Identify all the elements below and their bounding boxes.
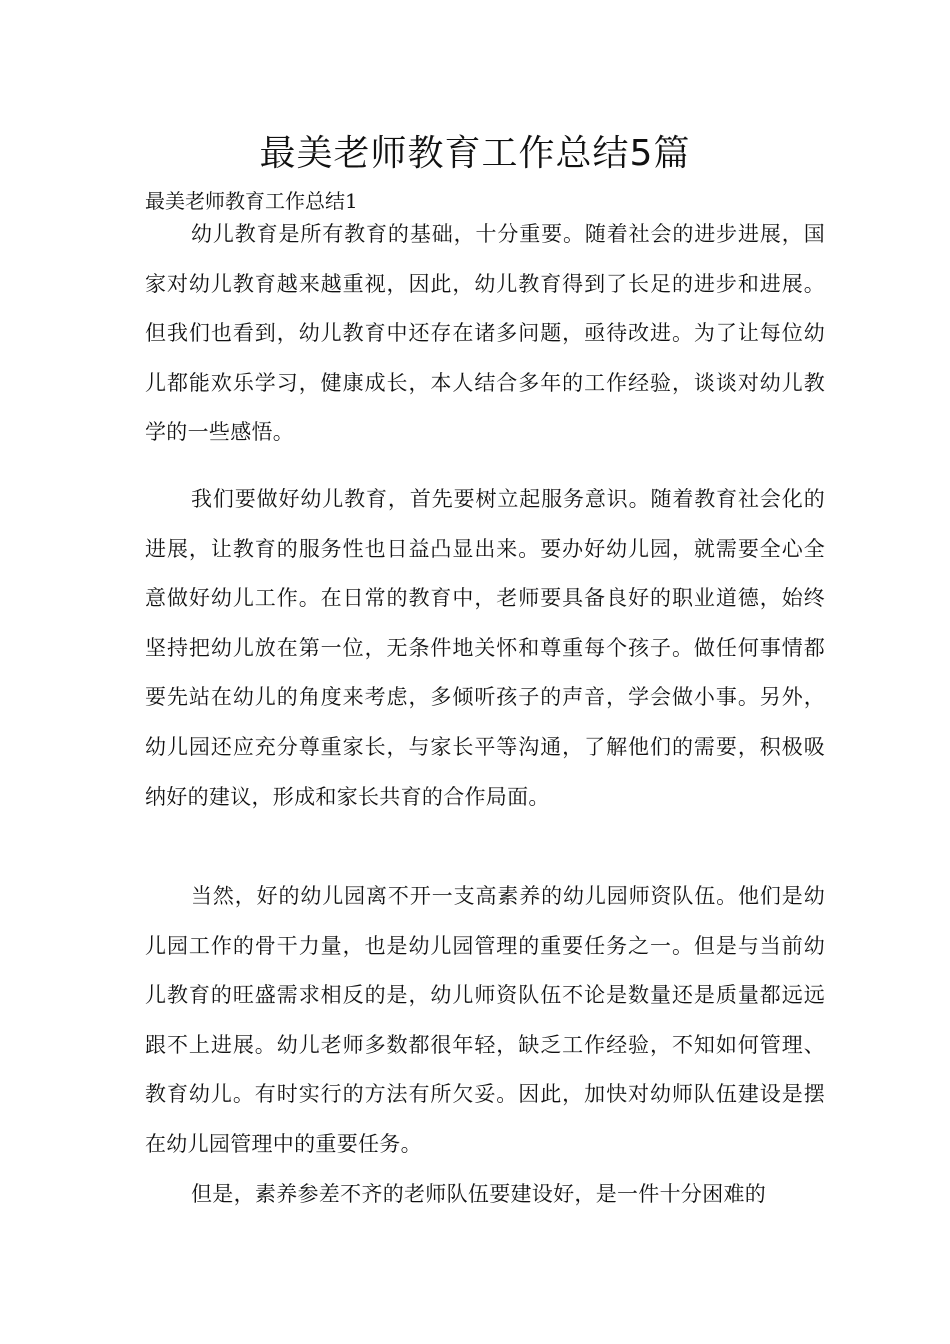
- paragraph-2: 我们要做好幼儿教育，首先要树立起服务意识。随着教育社会化的进展，让教育的服务性也日益凸显出来。要办好幼儿园，就需要全心全意做好幼儿工作。在日常的教育中，老师要具备良好的职业道德，始终坚持把幼儿放在第一位，无条件地关怀和尊重每个孩子。做任何事情都要先站在幼儿的角度来考虑，多倾听孩子的声音，学会做小事。另外，幼儿园还应充分尊重家长，与家长平等沟通，了解他们的需要，积极吸纳好的建议，形成和家长共育的合作局面。: [145, 487, 825, 809]
- section-heading: 最美老师教育工作总结1: [145, 189, 358, 213]
- paragraph-3: 当然，好的幼儿园离不开一支高素养的幼儿园师资队伍。他们是幼儿园工作的骨干力量，也是幼儿园管理的重要任务之一。但是与当前幼儿教育的旺盛需求相反的是，幼儿师资队伍不论是数量还是质量都远远跟不上进展。幼儿老师多数都很年轻，缺乏工作经验，不知如何管理、教育幼儿。有时实行的方法有所欠妥。因此，加快对幼师队伍建设是摆在幼儿园管理中的重要任务。: [145, 884, 825, 1156]
- document-title: 最美老师教育工作总结5篇: [259, 133, 691, 174]
- paragraph-4: 但是，素养参差不齐的老师队伍要建设好，是一件十分困难的: [191, 1182, 767, 1206]
- paragraph-1: 幼儿教育是所有教育的基础，十分重要。随着社会的进步进展，国家对幼儿教育越来越重视，因此，幼儿教育得到了长足的进步和进展。但我们也看到，幼儿教育中还存在诸多问题，亟待改进。为了让每位幼儿都能欢乐学习，健康成长，本人结合多年的工作经验，谈谈对幼儿教学的一些感悟。: [145, 222, 825, 445]
